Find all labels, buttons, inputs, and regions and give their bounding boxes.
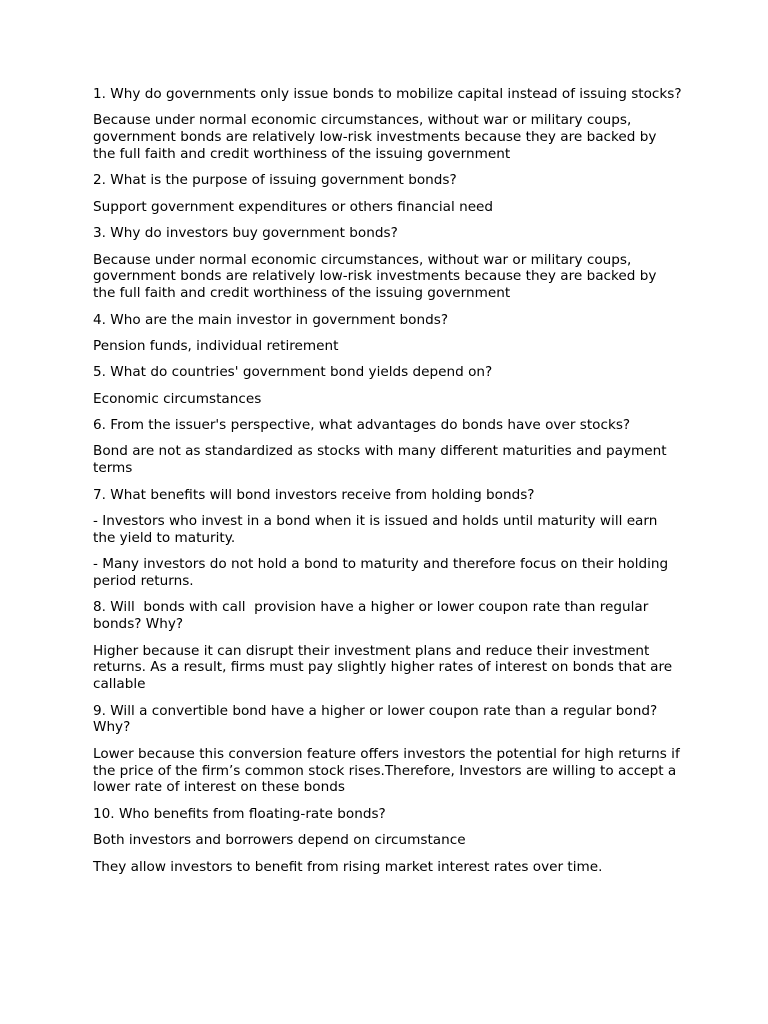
- document-page: [93, 86, 683, 885]
- answer-7-point-1: - Investors who invest in a bond when it is issued and holds until maturity will earn the yield to maturity.: [93, 513, 662, 546]
- answer-3: Because under normal economic circumstances, without war or military coups, government bonds are relatively low-risk investments because they are backed by the full faith and credit worthiness of the issuing government: [93, 251, 661, 302]
- answer-2: Support government expenditures or others financial need: [93, 198, 494, 215]
- answer-1: Because under normal economic circumstances, without war or military coups, government bonds are relatively low-risk investments because they are backed by the full faith and credit worthiness of the issuing government: [93, 112, 661, 162]
- question-5: 5. What do countries' government bond yields depend on?: [93, 364, 493, 381]
- question-8: 8. Will bonds with call provision have a higher or lower coupon rate than regular bonds? Why?: [93, 599, 653, 633]
- question-10: 10. Who benefits from floating-rate bonds?: [93, 805, 386, 822]
- question-1: 1. Why do governments only issue bonds to mobilize capital instead of issuing stocks?: [93, 86, 682, 102]
- question-4: 4. Who are the main investor in government bonds?: [93, 311, 449, 328]
- answer-7-point-2: - Many investors do not hold a bond to maturity and therefore focus on their holding period returns.: [93, 556, 673, 590]
- answer-10-line-2: They allow investors to benefit from rising market interest rates over time.: [93, 858, 603, 875]
- question-3: 3. Why do investors buy government bonds?: [93, 225, 398, 242]
- answer-4: Pension funds, individual retirement: [93, 337, 339, 354]
- answer-5: Economic circumstances: [93, 390, 262, 407]
- question-9: 9. Will a convertible bond have a higher or lower coupon rate than a regular bond? Why?: [93, 702, 662, 736]
- answer-6: Bond are not as standardized as stocks with many different maturities and payment terms: [93, 443, 671, 477]
- question-6: 6. From the issuer's perspective, what advantages do bonds have over stocks?: [93, 417, 631, 434]
- question-7: 7. What benefits will bond investors receive from holding bonds?: [93, 486, 535, 503]
- answer-8: Higher because it can disrupt their investment plans and reduce their investment returns. As a result, firms must pay slightly higher rates of interest on bonds that are callable: [93, 642, 677, 693]
- answer-9: Lower because this conversion feature offers investors the potential for high returns if the price of the firm’s common stock rises.Therefore, Investors are willing to accept a lower rate of interest on these bonds: [93, 745, 685, 796]
- answer-10-line-1: Both investors and borrowers depend on circumstance: [93, 832, 466, 849]
- question-2: 2. What is the purpose of issuing government bonds?: [93, 172, 457, 189]
